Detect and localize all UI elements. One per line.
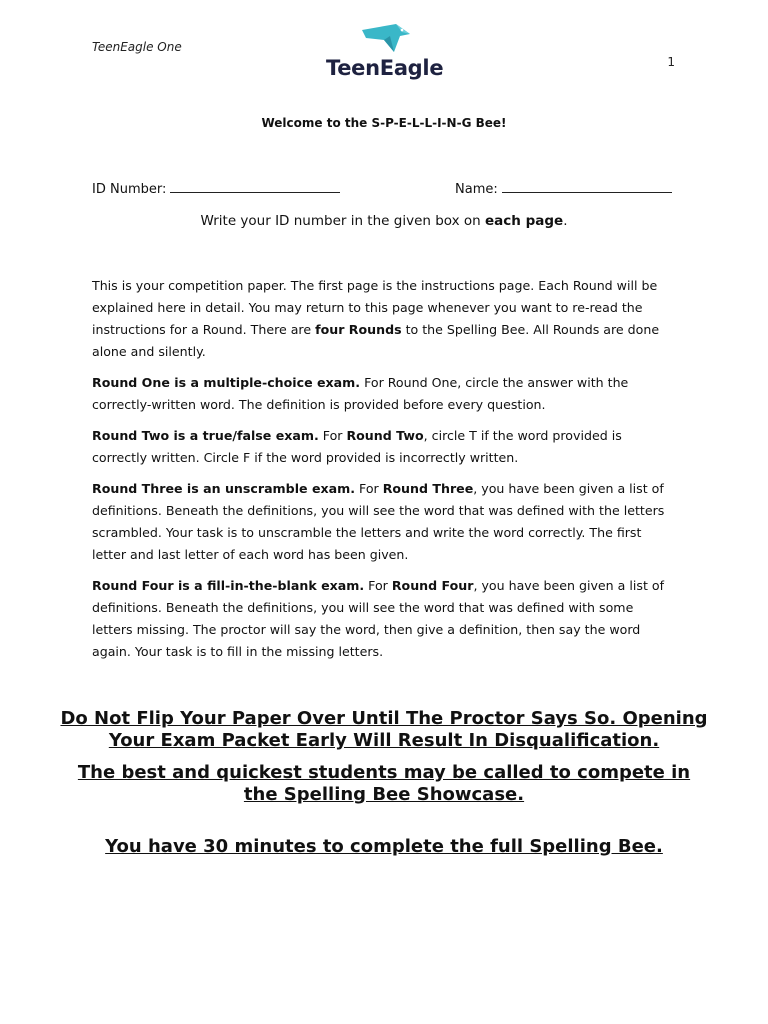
- name-blank[interactable]: [502, 180, 672, 193]
- logo-wordmark: TeenEagle: [326, 56, 444, 80]
- intro-emphasis: four Rounds: [315, 322, 402, 337]
- round-heading: Round Three is an unscramble exam.: [92, 481, 356, 496]
- name-label: Name:: [455, 182, 498, 197]
- round-heading: Round Two is a true/false exam.: [92, 428, 319, 443]
- intro-paragraph: [92, 275, 676, 363]
- id-number-field[interactable]: [92, 180, 340, 197]
- round-name: Round Four: [391, 578, 474, 593]
- id-instruction: [0, 213, 768, 229]
- round-prefix: For: [318, 428, 347, 443]
- page-number: 1: [667, 55, 675, 69]
- round-text: , you have been given a list of definitions. Beneath the definitions, you will see the word that was defined with the letters scrambled. Your task is to unscramble the letters and write the word correctly. The first letter and last letter of each word has been given.: [92, 481, 665, 562]
- round-name: Round Three: [382, 481, 474, 496]
- round-two-paragraph: [92, 425, 676, 469]
- instruction-emphasis: each page: [485, 213, 564, 229]
- round-prefix: For: [364, 578, 392, 593]
- flip-warning: Do Not Flip Your Paper Over Until The Proctor Says So. Opening Your Exam Packet Early Will Result In Disqualification.: [60, 708, 708, 751]
- round-heading: Round One is a multiple-choice exam.: [92, 375, 361, 390]
- round-text: , you have been given a list of definitions. Beneath the definitions, you will see the word that was defined with some letters missing. The proctor will say the word, then give a definition, then say the word again. Your task is to fill in the missing letters.: [92, 578, 665, 659]
- showcase-notice: The best and quickest students may be called to compete in the Spelling Bee Showcase.: [77, 762, 691, 805]
- round-heading: Round Four is a fill-in-the-blank exam.: [92, 578, 365, 593]
- id-number-label: ID Number:: [92, 182, 167, 197]
- round-text: For Round One, circle the answer with the correctly-written word. The definition is provided before every question.: [92, 375, 629, 412]
- intro-text-end: to the Spelling Bee. All Rounds are done alone and silently.: [92, 322, 660, 359]
- round-name: Round Two: [346, 428, 424, 443]
- header-brand-text: TeenEagle One: [92, 40, 182, 54]
- intro-text: This is your competition paper. The first page is the instructions page. Each Round will be explained here in detail. You may return to this page whenever you want to re-read the instructions for a Round. There are: [92, 278, 658, 337]
- eagle-icon: [362, 24, 410, 54]
- round-one-paragraph: [92, 372, 676, 416]
- instruction-text: Write your ID number in the given box on: [200, 213, 486, 229]
- round-text: , circle T if the word provided is correctly written. Circle F if the word provided is incorrectly written.: [92, 428, 622, 465]
- name-field[interactable]: [455, 180, 672, 197]
- round-three-paragraph: [92, 478, 676, 566]
- id-number-blank[interactable]: [170, 180, 340, 193]
- warnings-block: [60, 708, 708, 858]
- teeneagle-logo: [326, 24, 446, 84]
- time-limit-notice: You have 30 minutes to complete the full Spelling Bee.: [105, 836, 663, 857]
- round-four-paragraph: [92, 575, 676, 663]
- page-title: Welcome to the S-P-E-L-L-I-N-G Bee!: [261, 116, 507, 130]
- instruction-end: .: [563, 213, 568, 229]
- round-prefix: For: [355, 481, 383, 496]
- instructions-body: [92, 275, 676, 672]
